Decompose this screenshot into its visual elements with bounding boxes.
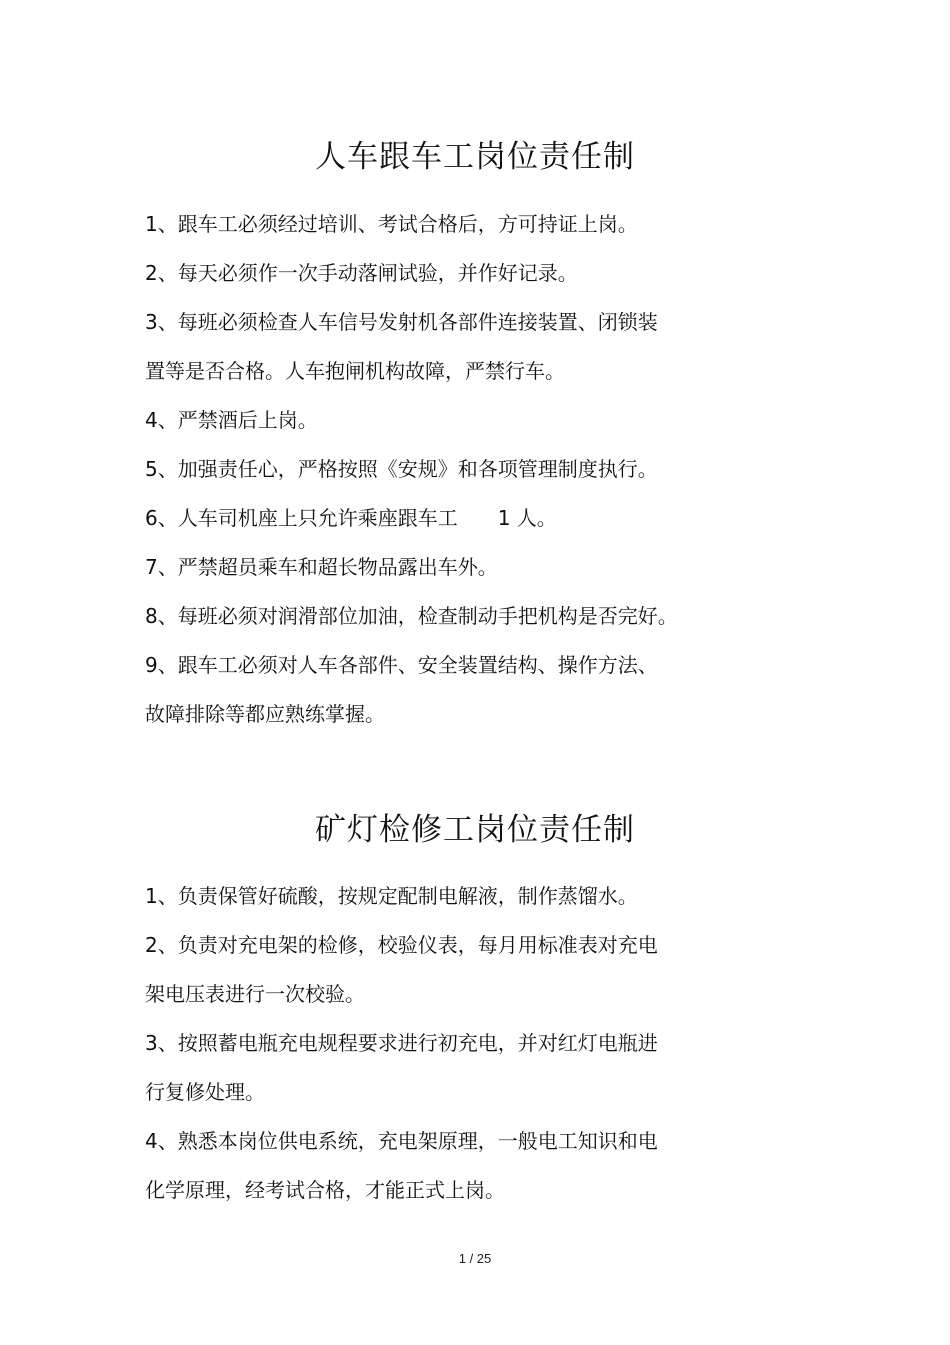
list-item [145, 494, 785, 543]
list-item-line: 3、每班必须检查人车信号发射机各部件连接装置、闭锁装 [145, 310, 658, 334]
list-item-line: 故障排除等都应熟练掌握。 [145, 702, 385, 726]
list-item [145, 921, 785, 1019]
list-item-line: 4、严禁酒后上岗。 [145, 408, 318, 432]
list-item-line: 3、按照蓄电瓶充电规程要求进行初充电，并对红灯电瓶进 [145, 1031, 658, 1055]
section-title: 人车跟车工岗位责任制 [315, 139, 635, 175]
list-item-line: 2、负责对充电架的检修，校验仪表，每月用标准表对充电 [145, 933, 658, 957]
list-item [145, 249, 785, 298]
list-item-line: 8、每班必须对润滑部位加油，检查制动手把机构是否完好。 [145, 604, 678, 628]
list-item [145, 872, 785, 921]
list-item-line: 1、负责保管好硫酸，按规定配制电解液，制作蒸馏水。 [145, 884, 638, 908]
list-item [145, 200, 785, 249]
list-item-line: 9、跟车工必须对人车各部件、安全装置结构、操作方法、 [145, 653, 658, 677]
list-item [145, 396, 785, 445]
list-item [145, 641, 785, 739]
section-title: 矿灯检修工岗位责任制 [315, 812, 635, 848]
list-item [145, 543, 785, 592]
list-item-line: 7、严禁超员乘车和超长物品露出车外。 [145, 555, 498, 579]
list-item [145, 1019, 785, 1117]
list-item-line: 6、人车司机座上只允许乘座跟车工 1 人。 [145, 506, 557, 530]
list-item-line: 4、熟悉本岗位供电系统，充电架原理，一般电工知识和电 [145, 1129, 658, 1153]
list-item [145, 592, 785, 641]
responsibility-list [145, 200, 785, 739]
page-number: 1 / 25 [458, 1251, 492, 1266]
list-item-line: 架电压表进行一次校验。 [145, 982, 365, 1006]
list-item [145, 1117, 785, 1215]
list-item-line: 2、每天必须作一次手动落闸试验，并作好记录。 [145, 261, 578, 285]
list-item [145, 298, 785, 396]
list-item-line: 行复修处理。 [145, 1080, 265, 1104]
list-item [145, 445, 785, 494]
list-item-line: 置等是否合格。人车抱闸机构故障，严禁行车。 [145, 359, 565, 383]
responsibility-list [145, 872, 785, 1215]
list-item-line: 1、跟车工必须经过培训、考试合格后，方可持证上岗。 [145, 212, 638, 236]
list-item-line: 5、加强责任心，严格按照《安规》和各项管理制度执行。 [145, 457, 658, 481]
list-item-line: 化学原理，经考试合格，才能正式上岗。 [145, 1178, 505, 1202]
